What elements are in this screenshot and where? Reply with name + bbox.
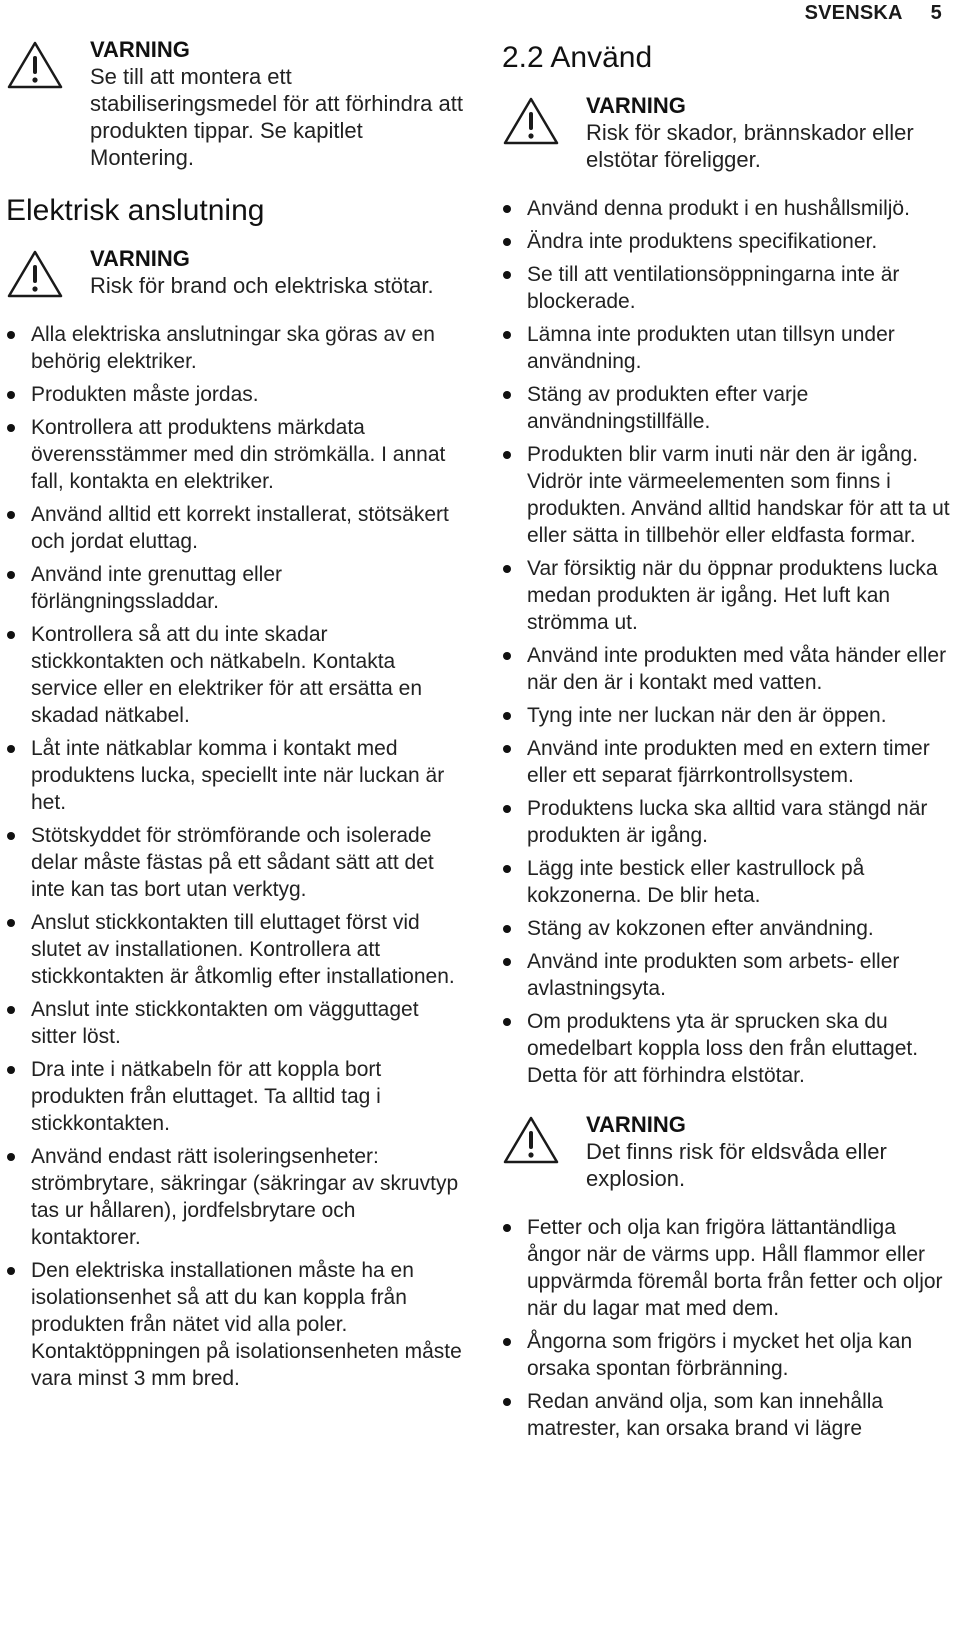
list-item: Om produktens yta är sprucken ska du omedelbart koppla loss den från eluttaget. Detta för att förhindra elstötar.	[502, 1008, 954, 1089]
warning-title: VARNING	[90, 246, 190, 271]
electrical-bullet-list	[6, 321, 466, 1392]
bullet-icon	[503, 565, 511, 573]
language-label: SVENSKA	[804, 1, 903, 24]
page-header	[805, 0, 942, 26]
bullet-icon	[7, 571, 15, 579]
bullet-icon	[503, 1018, 511, 1026]
warning-triangle-icon	[6, 40, 64, 90]
list-item: Lägg inte bestick eller kastrullock på kokzonerna. De blir heta.	[502, 855, 954, 909]
list-item: Använd inte grenuttag eller förlängningssladdar.	[6, 561, 466, 615]
bullet-icon	[503, 712, 511, 720]
list-item: Produkten blir varm inuti när den är igång. Vidrör inte värmeelementen som finns i produkten. Använd alltid handskar för att ta ut eller sätta in tillbehör eller eldfasta formar.	[502, 441, 954, 549]
bullet-icon	[7, 391, 15, 399]
warning-title: VARNING	[586, 1112, 686, 1137]
warning-title: VARNING	[586, 93, 686, 118]
page-number: 5	[930, 1, 942, 24]
section-heading-use: 2.2 Använd	[502, 41, 653, 74]
right-column	[502, 36, 954, 1464]
bullet-icon	[7, 832, 15, 840]
bullet-icon	[7, 631, 15, 639]
bullet-icon	[503, 205, 511, 213]
list-item: Använd inte produkten med våta händer eller när den är i kontakt med vatten.	[502, 642, 954, 696]
list-item: Var försiktig när du öppnar produktens lucka medan produkten är igång. Het luft kan strömma ut.	[502, 555, 954, 636]
bullet-icon	[503, 1224, 511, 1232]
list-item: Använd endast rätt isoleringsenheter: strömbrytare, säkringar (säkringar av skruvtyp tas ur hållaren), jordfelsbrytare och kontaktorer.	[6, 1143, 466, 1251]
fire-bullet-list	[502, 1214, 954, 1442]
bullet-icon	[503, 1398, 511, 1406]
bullet-icon	[7, 331, 15, 339]
bullet-icon	[503, 271, 511, 279]
bullet-icon	[503, 652, 511, 660]
list-item: Använd inte produkten med en extern timer eller ett separat fjärrkontrollsystem.	[502, 735, 954, 789]
bullet-icon	[503, 451, 511, 459]
bullet-icon	[7, 1153, 15, 1161]
bullet-icon	[503, 925, 511, 933]
list-item: Tyng inte ner luckan när den är öppen.	[502, 702, 954, 729]
list-item: Anslut stickkontakten till eluttaget först vid slutet av installationen. Kontrollera att stickkontakten är åtkomlig efter installationen.	[6, 909, 466, 990]
bullet-icon	[503, 805, 511, 813]
list-item: Dra inte i nätkabeln för att koppla bort produkten från eluttaget. Ta alltid tag i stickkontakten.	[6, 1056, 466, 1137]
list-item: Stäng av produkten efter varje användningstillfälle.	[502, 381, 954, 435]
bullet-icon	[7, 1066, 15, 1074]
use-bullet-list	[502, 195, 954, 1089]
list-item: Fetter och olja kan frigöra lättantändliga ångor när de värms upp. Håll flammor eller uppvärmda föremål borta från fetter och oljor när du lagar mat med dem.	[502, 1214, 954, 1322]
bullet-icon	[7, 919, 15, 927]
bullet-icon	[503, 745, 511, 753]
bullet-icon	[7, 1006, 15, 1014]
warning-electrical	[6, 245, 466, 299]
bullet-icon	[503, 391, 511, 399]
bullet-icon	[503, 238, 511, 246]
list-item: Kontrollera så att du inte skadar stickkontakten och nätkabeln. Kontakta service eller en elektriker för att ersätta en skadad nätkabel.	[6, 621, 466, 729]
bullet-icon	[503, 331, 511, 339]
list-item: Ångorna som frigörs i mycket het olja kan orsaka spontan förbränning.	[502, 1328, 954, 1382]
warning-text: Se till att montera ett stabiliseringsmedel för att förhindra att produkten tippar. Se kapitlet Montering.	[90, 64, 463, 170]
list-item: Lämna inte produkten utan tillsyn under användning.	[502, 321, 954, 375]
list-item: Kontrollera att produktens märkdata överensstämmer med din strömkälla. I annat fall, kontakta en elektriker.	[6, 414, 466, 495]
warning-triangle-icon	[502, 96, 560, 146]
list-item: Ändra inte produktens specifikationer.	[502, 228, 954, 255]
list-item: Se till att ventilationsöppningarna inte är blockerade.	[502, 261, 954, 315]
left-column	[6, 36, 466, 1414]
section-heading-electrical: Elektrisk anslutning	[6, 194, 265, 227]
bullet-icon	[503, 1338, 511, 1346]
warning-title: VARNING	[90, 37, 190, 62]
warning-triangle-icon	[6, 249, 64, 299]
list-item: Använd denna produkt i en hushållsmiljö.	[502, 195, 954, 222]
bullet-icon	[7, 511, 15, 519]
warning-triangle-icon	[502, 1115, 560, 1165]
list-item: Använd inte produkten som arbets- eller avlastningsyta.	[502, 948, 954, 1002]
list-item: Stötskyddet för strömförande och isolerade delar måste fästas på ett sådant sätt att det inte kan tas bort utan verktyg.	[6, 822, 466, 903]
list-item: Den elektriska installationen måste ha en isolationsenhet så att du kan koppla från produkten från nätet vid alla poler. Kontaktöppningen på isolationsenheten måste vara minst 3 mm bred.	[6, 1257, 466, 1392]
bullet-icon	[7, 424, 15, 432]
list-item: Produkten måste jordas.	[6, 381, 466, 408]
warning-text: Det finns risk för eldsvåda eller explosion.	[586, 1139, 887, 1191]
bullet-icon	[7, 1267, 15, 1275]
bullet-icon	[503, 958, 511, 966]
list-item: Anslut inte stickkontakten om vägguttaget sitter löst.	[6, 996, 466, 1050]
warning-use	[502, 92, 954, 173]
list-item: Alla elektriska anslutningar ska göras av en behörig elektriker.	[6, 321, 466, 375]
bullet-icon	[7, 745, 15, 753]
list-item: Stäng av kokzonen efter användning.	[502, 915, 954, 942]
warning-text: Risk för brand och elektriska stötar.	[90, 273, 434, 298]
warning-fire	[502, 1111, 954, 1192]
list-item: Produktens lucka ska alltid vara stängd när produkten är igång.	[502, 795, 954, 849]
warning-stabilizer	[6, 36, 466, 171]
list-item: Använd alltid ett korrekt installerat, stötsäkert och jordat eluttag.	[6, 501, 466, 555]
bullet-icon	[503, 865, 511, 873]
warning-text: Risk för skador, brännskador eller elstötar föreligger.	[586, 120, 914, 172]
list-item: Redan använd olja, som kan innehålla matrester, kan orsaka brand vi lägre	[502, 1388, 954, 1442]
list-item: Låt inte nätkablar komma i kontakt med produktens lucka, speciellt inte när luckan är het.	[6, 735, 466, 816]
